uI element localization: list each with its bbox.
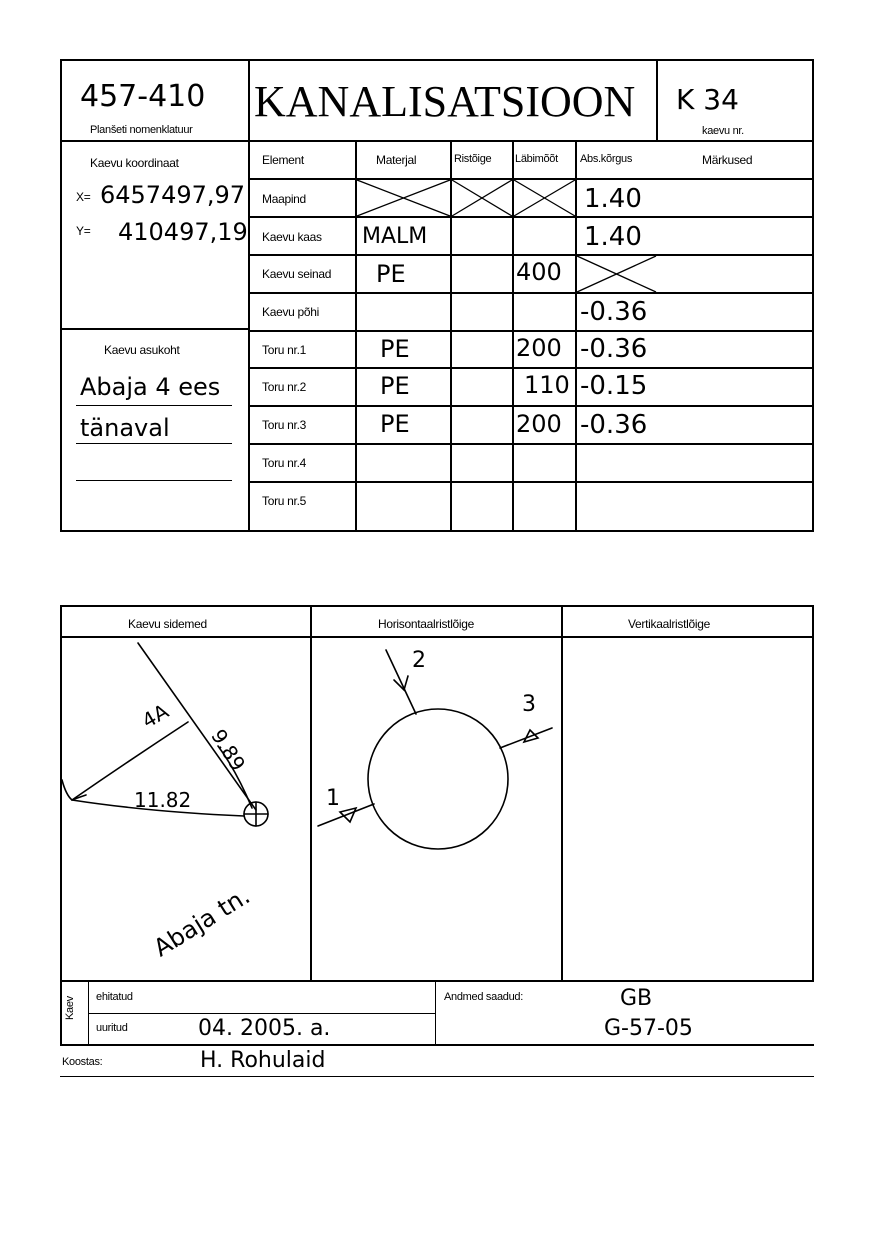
- ties-label: Kaevu sidemed: [128, 617, 207, 631]
- row-height: 1.40: [584, 222, 642, 252]
- vertical-section-label: Vertikaalristlõige: [628, 617, 710, 631]
- x-coordinate-label: X=: [76, 190, 91, 204]
- row-element: Toru nr.3: [262, 418, 306, 432]
- row-height: -0.15: [580, 371, 648, 401]
- y-coordinate-label: Y=: [76, 224, 91, 238]
- y-coordinate-value: 410497,19: [118, 218, 248, 246]
- row-element: Kaevu kaas: [262, 230, 322, 244]
- updated-label: uuritud: [96, 1022, 128, 1034]
- well-side-label: Kaev: [64, 996, 76, 1020]
- row-height: -0.36: [580, 297, 648, 327]
- x-coordinate-value: 6457497,97: [100, 181, 246, 209]
- row-height: 1.40: [584, 184, 642, 214]
- row-diameter: 200: [516, 334, 562, 362]
- row-diameter: 400: [516, 258, 562, 286]
- row-diameter: 200: [516, 410, 562, 438]
- compiler-value: H. Rohulaid: [200, 1048, 326, 1073]
- header-material: Materjal: [376, 153, 417, 167]
- row-element: Kaevu seinad: [262, 267, 332, 281]
- horizontal-section-label: Horisontaalristlõige: [378, 617, 475, 631]
- pipe-2-label: 2: [412, 648, 426, 673]
- tie-989-label: 9.89: [206, 724, 251, 776]
- row-element: Toru nr.4: [262, 456, 306, 470]
- data-received-value-2: G-57-05: [604, 1016, 693, 1041]
- street-label: Abaja tn.: [148, 881, 255, 963]
- row-diameter: 110: [524, 371, 570, 399]
- row-material: PE: [380, 335, 410, 363]
- nomenclature-value: 457-410: [80, 79, 206, 114]
- form-title: KANALISATSIOON: [254, 77, 636, 126]
- pipe-1-label: 1: [326, 786, 340, 811]
- row-material: PE: [380, 410, 410, 438]
- row-material: MALM: [362, 224, 428, 249]
- row-material: PE: [376, 260, 406, 288]
- nomenclature-label: Planšeti nomenklatuur: [90, 124, 193, 136]
- header-abs-height: Abs.kõrgus: [580, 153, 633, 165]
- row-element: Toru nr.5: [262, 494, 306, 508]
- header-cross-section: Ristõige: [454, 153, 492, 165]
- location-label: Kaevu asukoht: [104, 343, 180, 357]
- row-element: Kaevu põhi: [262, 305, 320, 319]
- data-received-label: Andmed saadud:: [444, 991, 523, 1003]
- compiler-label: Koostas:: [62, 1056, 103, 1068]
- header-element: Element: [262, 153, 304, 167]
- row-height: -0.36: [580, 410, 648, 440]
- header-diameter: Läbimõõt: [515, 153, 558, 165]
- built-label: ehitatud: [96, 991, 133, 1003]
- coordinates-label: Kaevu koordinaat: [90, 156, 179, 170]
- row-material: PE: [380, 372, 410, 400]
- location-line-1: Abaja 4 ees: [80, 373, 221, 401]
- row-element: Toru nr.2: [262, 380, 306, 394]
- tie-4a-label: 4A: [137, 699, 173, 733]
- tie-1182-label: 11.82: [134, 788, 192, 812]
- row-height: -0.36: [580, 334, 648, 364]
- pipe-3-label: 3: [522, 692, 536, 717]
- header-notes: Märkused: [702, 153, 753, 167]
- well-number-label: kaevu nr.: [702, 125, 744, 137]
- location-line-2: tänaval: [80, 414, 170, 442]
- updated-value: 04. 2005. a.: [198, 1016, 331, 1041]
- row-element: Toru nr.1: [262, 343, 306, 357]
- well-number-value: K 34: [676, 83, 739, 116]
- row-element: Maapind: [262, 192, 306, 206]
- data-received-value-1: GB: [620, 986, 653, 1011]
